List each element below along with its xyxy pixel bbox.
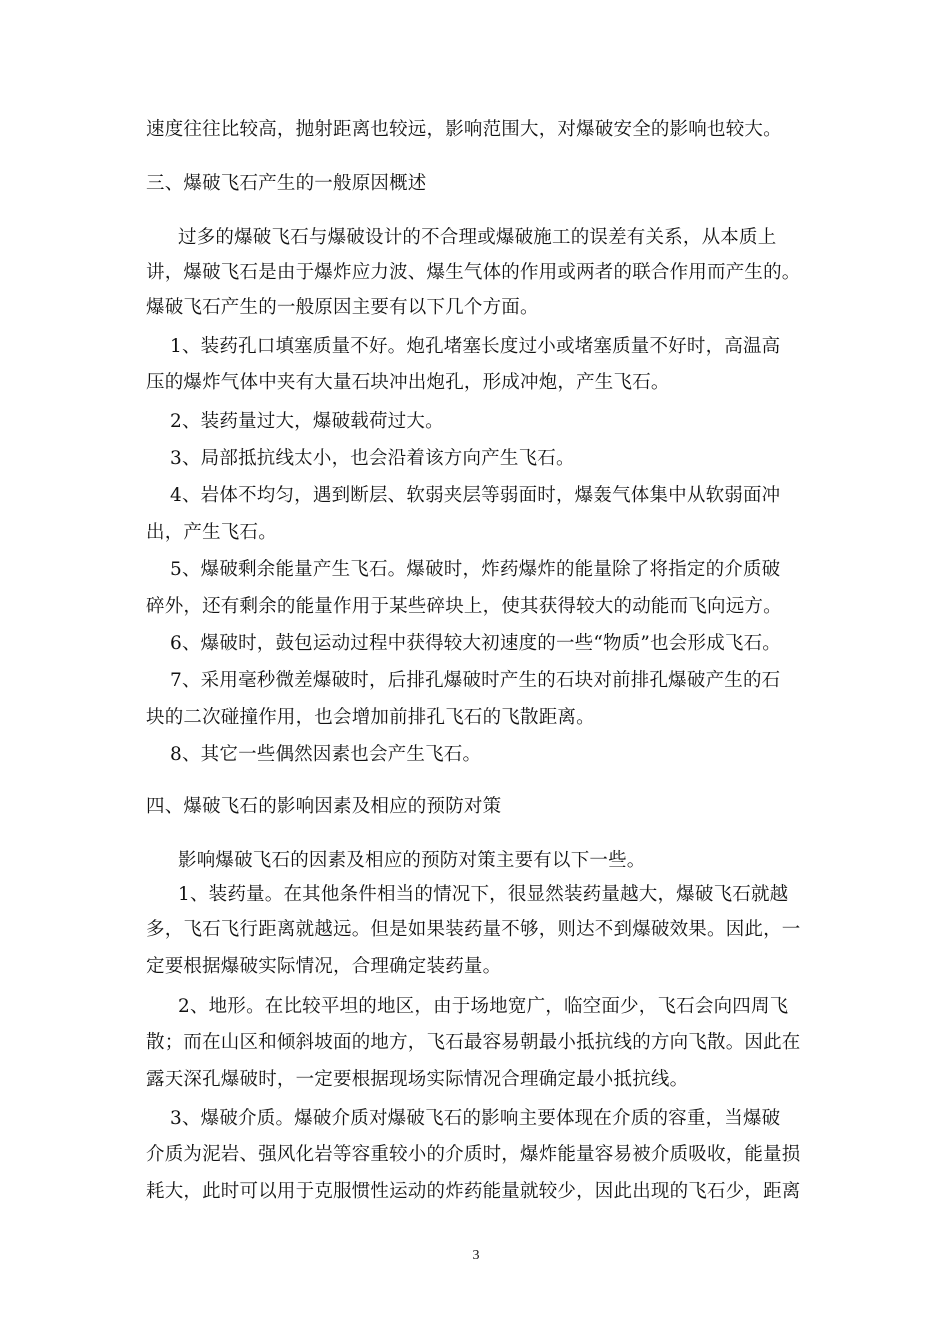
list-item-line: 耗大，此时可以用于克服惯性运动的炸药能量就较少，因此出现的飞石少，距离 bbox=[146, 1181, 801, 1202]
section-heading: 四、爆破飞石的影响因素及相应的预防对策 bbox=[146, 796, 502, 817]
list-item-line: 碎外，还有剩余的能量作用于某些碎块上，使其获得较大的动能而飞向远方。 bbox=[146, 596, 782, 617]
list-item-line: 1、装药量。在其他条件相当的情况下，很显然装药量越大，爆破飞石就越 bbox=[178, 884, 789, 905]
paragraph-line: 影响爆破飞石的因素及相应的预防对策主要有以下一些。 bbox=[178, 850, 646, 871]
list-item-line: 8、其它一些偶然因素也会产生飞石。 bbox=[170, 744, 482, 765]
list-item-line: 3、爆破介质。爆破介质对爆破飞石的影响主要体现在介质的容重，当爆破 bbox=[170, 1108, 781, 1129]
paragraph-line: 爆破飞石产生的一般原因主要有以下几个方面。 bbox=[146, 297, 539, 318]
paragraph-line: 过多的爆破飞石与爆破设计的不合理或爆破施工的误差有关系，从本质上 bbox=[178, 227, 777, 248]
section-heading: 三、爆破飞石产生的一般原因概述 bbox=[146, 173, 427, 194]
list-item-line: 5、爆破剩余能量产生飞石。爆破时，炸药爆炸的能量除了将指定的介质破 bbox=[170, 559, 781, 580]
list-item-line: 3、局部抵抗线太小，也会沿着该方向产生飞石。 bbox=[170, 448, 575, 469]
list-item-line: 2、地形。在比较平坦的地区，由于场地宽广，临空面少，飞石会向四周飞 bbox=[178, 996, 789, 1017]
list-item-line: 块的二次碰撞作用，也会增加前排孔飞石的飞散距离。 bbox=[146, 707, 595, 728]
list-item-line: 2、装药量过大，爆破载荷过大。 bbox=[170, 411, 444, 432]
paragraph-line: 速度往往比较高，抛射距离也较远，影响范围大，对爆破安全的影响也较大。 bbox=[146, 119, 782, 140]
list-item-line: 介质为泥岩、强风化岩等容重较小的介质时，爆炸能量容易被介质吸收，能量损 bbox=[146, 1144, 801, 1165]
list-item-line: 4、岩体不均匀，遇到断层、软弱夹层等弱面时，爆轰气体集中从软弱面冲 bbox=[170, 485, 781, 506]
list-item-line: 6、爆破时，鼓包运动过程中获得较大初速度的一些“物质”也会形成飞石。 bbox=[170, 633, 781, 654]
list-item-line: 7、采用毫秒微差爆破时，后排孔爆破时产生的石块对前排孔爆破产生的石 bbox=[170, 670, 781, 691]
list-item-line: 多，飞石飞行距离就越远。但是如果装药量不够，则达不到爆破效果。因此，一 bbox=[146, 919, 801, 940]
paragraph-line: 讲，爆破飞石是由于爆炸应力波、爆生气体的作用或两者的联合作用而产生的。 bbox=[146, 262, 801, 283]
list-item-line: 定要根据爆破实际情况，合理确定装药量。 bbox=[146, 956, 502, 977]
list-item-line: 露天深孔爆破时，一定要根据现场实际情况合理确定最小抵抗线。 bbox=[146, 1069, 689, 1090]
page-number: 3 bbox=[472, 1248, 480, 1263]
list-item-line: 出，产生飞石。 bbox=[146, 522, 277, 543]
list-item-line: 1、装药孔口填塞质量不好。炮孔堵塞长度过小或堵塞质量不好时，高温高 bbox=[170, 336, 781, 357]
list-item-line: 散；而在山区和倾斜坡面的地方，飞石最容易朝最小抵抗线的方向飞散。因此在 bbox=[146, 1032, 801, 1053]
list-item-line: 压的爆炸气体中夹有大量石块冲出炮孔，形成冲炮，产生飞石。 bbox=[146, 372, 670, 393]
